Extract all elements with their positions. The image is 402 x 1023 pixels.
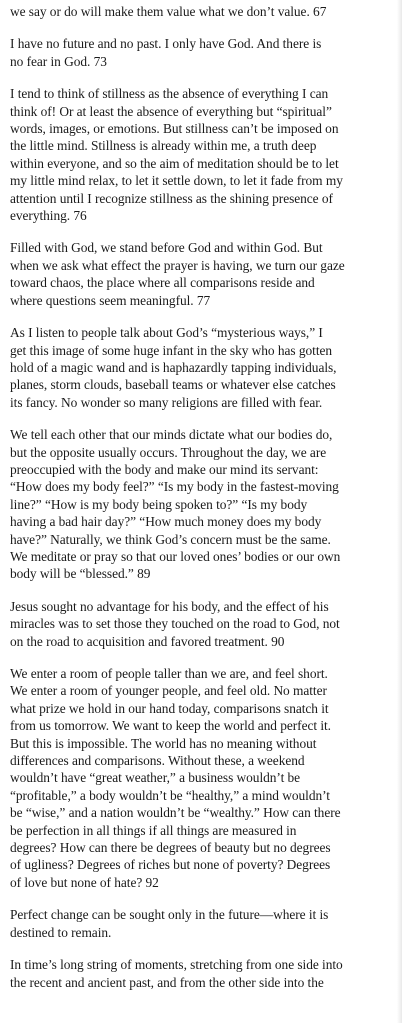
page-edge-shadow	[397, 0, 402, 1023]
paragraph-8: We enter a room of people taller than we are, and feel short. We enter a room of younger people, and feel old. No matter what prize we hold in our hand today, comparisons snatch it from us tomorrow. We want to keep the world and perfect it. But this is impossible. The world has no meaning without differences and comparisons. Without these, a weekend wouldn’t have “great weather,” a business wouldn’t be “profitable,” a body wouldn’t be “healthy,” a mind wouldn’t be “wise,” and a nation wouldn’t be “wealthy.” How can there be perfection in all things if all things are measured in degrees? How can there be degrees of beauty but no degrees of ugliness? Degrees of riches but none of poverty? Degrees of love but none of hate? 92	[10, 666, 341, 890]
paragraph-9: Perfect change can be sought only in the future—where it is destined to remain.	[10, 907, 329, 940]
paragraph-1: we say or do will make them value what we don’t value. 67	[10, 4, 327, 19]
paragraph-4: Filled with God, we stand before God and within God. But when we ask what effect the prayer is having, we turn our gaze toward chaos, the place where all comparisons reside and where questions seem meaningful. 77	[10, 240, 345, 308]
paragraph-2: I have no future and no past. I only have God. And there is no fear in God. 73	[10, 36, 322, 69]
paragraph-3: I tend to think of stillness as the absence of everything I can think of! Or at least the absence of everything but “spiritual” words, images, or emotions. But stillness can’t be imposed on the little mind. Stillness is already within me, a truth deep within everyone, and so the aim of meditation should be to let my little mind relax, to let it settle down, to let it fade from my attention until I recognize stillness as the shining presence of everything. 76	[10, 86, 343, 224]
paragraph-6: We tell each other that our minds dictate what our bodies do, but the opposite usually occurs. Throughout the day, we are preoccupied with the body and make our mind its servant: “How does my body feel?” “Is my body in the fastest-moving line?” “How is my body being spoken to?” “Is my body having a bad hair day?” “How much money does my body have?” Naturally, we think God’s concern must be the same. We meditate or pray so that our loved ones’ bodies or our own body will be “blessed.” 89	[10, 427, 341, 582]
paragraph-5: As I listen to people talk about God’s “mysterious ways,” I get this image of some huge infant in the sky who has gotten hold of a magic wand and is haphazardly tapping individuals, planes, storm clouds, baseball teams or whatever else catches its fancy. No wonder so many religions are filled with fear.	[10, 325, 337, 410]
paragraph-10: In time’s long string of moments, stretching from one side into the recent and ancient past, and from the other side into the	[10, 957, 343, 990]
paragraph-7: Jesus sought no advantage for his body, and the effect of his miracles was to set those they touched on the road to God, not on the road to acquisition and favored treatment. 90	[10, 598, 340, 649]
